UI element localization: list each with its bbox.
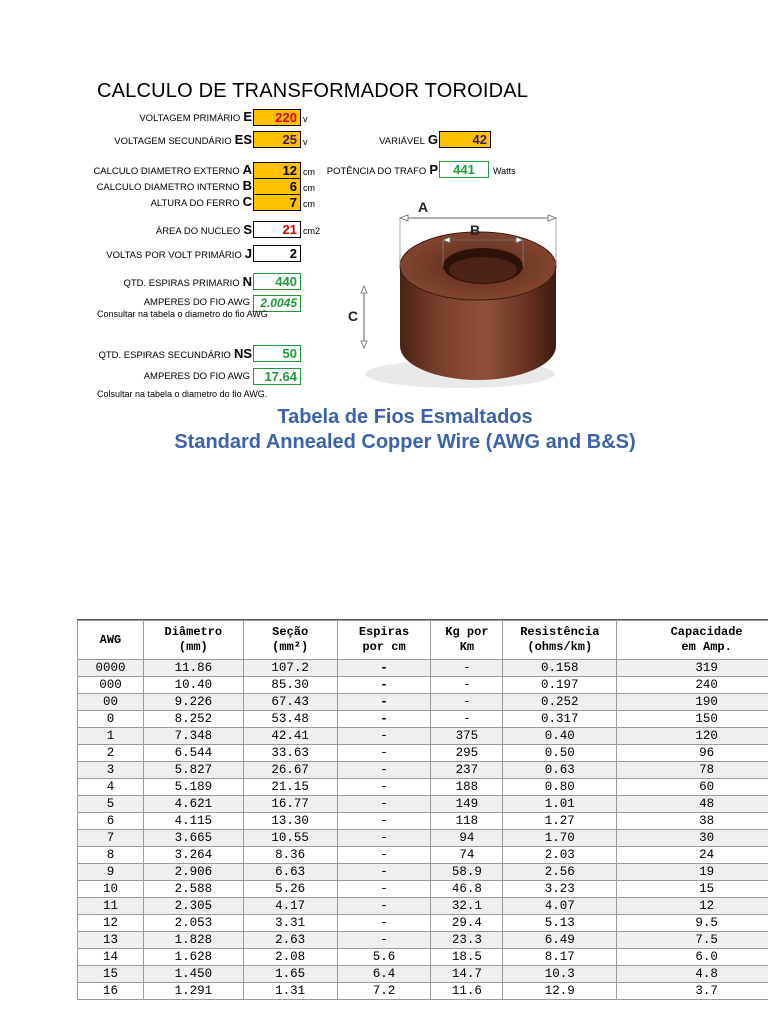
label-letter: NS <box>233 346 252 361</box>
table-cell: 3.264 <box>143 847 243 864</box>
label-text: CALCULO DIAMETRO EXTERNO <box>93 166 240 177</box>
table-cell: 6.544 <box>143 745 243 762</box>
table-cell: 1.291 <box>143 983 243 1000</box>
amperes-primario-label: AMPERES DO FIO AWG <box>143 297 250 308</box>
table-cell: 8.36 <box>243 847 337 864</box>
potencia-label <box>310 162 438 177</box>
table-cell: 0.197 <box>503 677 617 694</box>
espiras-secundario-output: 50 <box>253 345 301 362</box>
table-row <box>78 813 768 830</box>
table-row <box>78 881 768 898</box>
table-cell: 1.65 <box>243 966 337 983</box>
table-cell: 7.348 <box>143 728 243 745</box>
table-cell: 18.5 <box>431 949 503 966</box>
unit-cm: cm <box>303 167 315 177</box>
table-cell: 32.1 <box>431 898 503 915</box>
table-heading-line1: Tabela de Fios Esmaltados <box>277 406 533 428</box>
table-cell: 78 <box>617 762 768 779</box>
table-cell: 5.827 <box>143 762 243 779</box>
column-header <box>503 621 617 660</box>
label-letter: C <box>242 194 252 209</box>
unit-v: v <box>303 137 308 147</box>
diametro-interno-input[interactable]: 6 <box>253 178 301 195</box>
table-cell: 0.80 <box>503 779 617 796</box>
table-cell: 24 <box>617 847 768 864</box>
column-header <box>243 621 337 660</box>
table-row <box>78 745 768 762</box>
table-cell: 0.317 <box>503 711 617 728</box>
table-cell: - <box>337 932 431 949</box>
column-header-line2: (mm) <box>178 640 208 654</box>
table-cell: 4.07 <box>503 898 617 915</box>
voltagem-secundario-label <box>60 132 252 147</box>
label-text: POTÊNCIA DO TRAFO <box>326 166 427 177</box>
column-header-line2: em Amp. <box>681 640 732 654</box>
table-cell: 14.7 <box>431 966 503 983</box>
table-cell: 12 <box>617 898 768 915</box>
table-cell: 2.305 <box>143 898 243 915</box>
column-header <box>143 621 243 660</box>
table-cell: 5.189 <box>143 779 243 796</box>
table-cell: 6.63 <box>243 864 337 881</box>
table-cell: 2.63 <box>243 932 337 949</box>
table-cell: 118 <box>431 813 503 830</box>
potencia-output: 441 <box>439 161 489 178</box>
column-header <box>337 621 431 660</box>
table-row <box>78 966 768 983</box>
area-nucleo-label <box>60 222 252 237</box>
espiras-primario-output: 440 <box>253 273 301 290</box>
espiras-primario-label <box>40 274 252 289</box>
table-cell: 15 <box>617 881 768 898</box>
table-cell: 2.053 <box>143 915 243 932</box>
table-cell: - <box>337 881 431 898</box>
table-cell: - <box>337 728 431 745</box>
table-cell: 0.50 <box>503 745 617 762</box>
table-cell: 60 <box>617 779 768 796</box>
table-cell: 5 <box>78 796 144 813</box>
note-primario: Consultar na tabela o diametro do fio AWG <box>97 309 268 319</box>
table-cell: 4 <box>78 779 144 796</box>
dimension-c-label: C <box>348 308 359 324</box>
table-cell: 48 <box>617 796 768 813</box>
table-cell: 6.49 <box>503 932 617 949</box>
table-cell: 94 <box>431 830 503 847</box>
column-header-line1: Diâmetro <box>164 625 223 639</box>
table-cell: 3.31 <box>243 915 337 932</box>
table-cell: 7.5 <box>617 932 768 949</box>
table-cell: 96 <box>617 745 768 762</box>
table-cell: - <box>337 864 431 881</box>
table-row <box>78 796 768 813</box>
label-letter: J <box>244 246 252 261</box>
label-text: ÁREA DO NUCLEO <box>155 226 241 237</box>
table-cell: - <box>337 796 431 813</box>
table-cell: - <box>337 660 431 677</box>
unit-cm: cm <box>303 199 315 209</box>
table-cell: 10.55 <box>243 830 337 847</box>
table-cell: 67.43 <box>243 694 337 711</box>
table-cell: 15 <box>78 966 144 983</box>
table-cell: - <box>337 915 431 932</box>
column-header-line1: Kg por <box>445 625 489 639</box>
label-text: ALTURA DO FERRO <box>150 198 240 209</box>
table-row <box>78 677 768 694</box>
table-cell: 30 <box>617 830 768 847</box>
table-cell: 5.26 <box>243 881 337 898</box>
label-text: VARIÁVEL <box>379 136 425 147</box>
column-header-line2: (mm²) <box>272 640 309 654</box>
diametro-externo-input[interactable]: 12 <box>253 162 301 179</box>
table-cell: 2.08 <box>243 949 337 966</box>
table-cell: 00 <box>78 694 144 711</box>
table-cell: 4.115 <box>143 813 243 830</box>
label-letter: G <box>427 132 438 147</box>
variavel-label <box>330 132 438 147</box>
table-row <box>78 949 768 966</box>
dimension-b-label: B <box>470 222 481 238</box>
table-cell: 58.9 <box>431 864 503 881</box>
table-cell: 3.7 <box>617 983 768 1000</box>
table-cell: 13 <box>78 932 144 949</box>
table-row <box>78 847 768 864</box>
table-cell: 0.40 <box>503 728 617 745</box>
dimension-a-label: A <box>418 199 429 215</box>
note-secundario: Colsultar na tabela o diametro do fio AWG. <box>97 389 268 399</box>
diametro-externo-label <box>40 162 252 177</box>
unit-v: v <box>303 114 308 124</box>
column-header-line1: Capacidade <box>670 625 743 639</box>
awg-table-container <box>77 620 768 1020</box>
column-header <box>431 621 503 660</box>
table-cell: 188 <box>431 779 503 796</box>
table-cell: 0 <box>78 711 144 728</box>
table-cell: 0.252 <box>503 694 617 711</box>
table-row <box>78 983 768 1000</box>
table-cell: 107.2 <box>243 660 337 677</box>
table-cell: 237 <box>431 762 503 779</box>
table-cell: 8.252 <box>143 711 243 728</box>
variavel-input[interactable]: 42 <box>439 131 491 148</box>
awg-table <box>77 620 768 1000</box>
unit-cm: cm <box>303 183 315 193</box>
table-cell: - <box>337 779 431 796</box>
table-row <box>78 932 768 949</box>
table-cell: - <box>337 813 431 830</box>
label-letter: A <box>242 162 252 177</box>
table-cell: 29.4 <box>431 915 503 932</box>
table-cell: 149 <box>431 796 503 813</box>
table-cell: 21.15 <box>243 779 337 796</box>
table-cell: 2 <box>78 745 144 762</box>
table-cell: 11 <box>78 898 144 915</box>
table-cell: 0.158 <box>503 660 617 677</box>
table-row <box>78 915 768 932</box>
table-cell: 9 <box>78 864 144 881</box>
table-cell: 2.56 <box>503 864 617 881</box>
voltas-por-volt-label <box>40 246 252 261</box>
column-header <box>78 621 144 660</box>
table-cell: - <box>337 830 431 847</box>
table-cell: 6.4 <box>337 966 431 983</box>
voltas-por-volt-output: 2 <box>253 245 301 262</box>
voltagem-secundario-input[interactable]: 25 <box>253 131 301 148</box>
table-row <box>78 898 768 915</box>
column-header-line2: Km <box>459 640 475 654</box>
column-header-line2: (ohms/km) <box>527 640 593 654</box>
toroid-diagram <box>340 196 570 396</box>
table-cell: 46.8 <box>431 881 503 898</box>
label-letter: ES <box>234 132 252 147</box>
table-cell: - <box>337 898 431 915</box>
table-cell: 319 <box>617 660 768 677</box>
table-cell: 9.226 <box>143 694 243 711</box>
voltagem-primario-input[interactable]: 220 <box>253 109 301 126</box>
column-header-line2: por cm <box>362 640 406 654</box>
amperes-primario-output: 2.0045 <box>253 295 301 312</box>
table-row <box>78 864 768 881</box>
table-cell: 240 <box>617 677 768 694</box>
table-cell: - <box>337 745 431 762</box>
table-cell: 1.450 <box>143 966 243 983</box>
label-text: VOLTAGEM PRIMÁRIO <box>139 113 241 124</box>
label-letter: N <box>242 274 252 289</box>
table-cell: 12 <box>78 915 144 932</box>
table-cell: 10 <box>78 881 144 898</box>
table-row <box>78 660 768 677</box>
table-row <box>78 830 768 847</box>
column-header-line1: Espiras <box>358 625 410 639</box>
label-letter: E <box>243 109 252 124</box>
table-cell: 6 <box>78 813 144 830</box>
table-cell: 42.41 <box>243 728 337 745</box>
table-cell: 26.67 <box>243 762 337 779</box>
table-cell: 1.628 <box>143 949 243 966</box>
table-cell: 74 <box>431 847 503 864</box>
table-cell: 10.40 <box>143 677 243 694</box>
table-cell: 8 <box>78 847 144 864</box>
table-cell: 2.03 <box>503 847 617 864</box>
table-cell: 4.17 <box>243 898 337 915</box>
table-cell: 7.2 <box>337 983 431 1000</box>
table-cell: 3.23 <box>503 881 617 898</box>
table-cell: 120 <box>617 728 768 745</box>
table-cell: - <box>431 660 503 677</box>
table-header-row <box>78 621 768 660</box>
table-cell: 6.0 <box>617 949 768 966</box>
table-cell: - <box>337 677 431 694</box>
table-cell: 1.01 <box>503 796 617 813</box>
table-cell: 7 <box>78 830 144 847</box>
table-cell: 5.6 <box>337 949 431 966</box>
label-letter: S <box>243 222 252 237</box>
amperes-secundario-output: 17.64 <box>253 368 301 385</box>
table-cell: 000 <box>78 677 144 694</box>
table-cell: 0.63 <box>503 762 617 779</box>
table-cell: - <box>337 711 431 728</box>
table-row <box>78 728 768 745</box>
table-cell: 2.588 <box>143 881 243 898</box>
table-cell: 1.828 <box>143 932 243 949</box>
table-cell: 1.70 <box>503 830 617 847</box>
column-header-line1: Resistência <box>520 625 600 639</box>
table-cell: 3.665 <box>143 830 243 847</box>
table-cell: 11.86 <box>143 660 243 677</box>
table-cell: - <box>431 694 503 711</box>
table-cell: 11.6 <box>431 983 503 1000</box>
table-row <box>78 694 768 711</box>
table-cell: 4.621 <box>143 796 243 813</box>
table-cell: - <box>337 847 431 864</box>
label-text: CALCULO DIAMETRO INTERNO <box>96 182 240 193</box>
table-cell: 3 <box>78 762 144 779</box>
altura-ferro-label <box>40 194 252 209</box>
table-cell: 19 <box>617 864 768 881</box>
diametro-interno-label <box>40 178 252 193</box>
table-cell: 10.3 <box>503 966 617 983</box>
amperes-secundario-label: AMPERES DO FIO AWG <box>143 371 250 382</box>
espiras-secundario-label <box>40 346 252 361</box>
label-letter: B <box>242 178 252 193</box>
label-text: VOLTAS POR VOLT PRIMÁRIO <box>106 250 242 261</box>
table-cell: 150 <box>617 711 768 728</box>
voltagem-primario-label <box>60 109 252 124</box>
table-cell: - <box>337 762 431 779</box>
table-cell: - <box>431 677 503 694</box>
table-cell: 16.77 <box>243 796 337 813</box>
table-body <box>78 660 768 1000</box>
table-cell: 8.17 <box>503 949 617 966</box>
table-cell: 9.5 <box>617 915 768 932</box>
label-text: QTD. ESPIRAS SECUNDÁRIO <box>98 350 231 361</box>
table-cell: 38 <box>617 813 768 830</box>
label-text: QTD. ESPIRAS PRIMARIO <box>123 278 240 289</box>
table-cell: 12.9 <box>503 983 617 1000</box>
table-cell: 13.30 <box>243 813 337 830</box>
table-cell: 1.27 <box>503 813 617 830</box>
table-cell: - <box>431 711 503 728</box>
column-header-line1: Seção <box>272 625 309 639</box>
unit-watts: Watts <box>493 166 516 176</box>
table-cell: 2.906 <box>143 864 243 881</box>
label-text: VOLTAGEM SECUNDÁRIO <box>114 136 232 147</box>
table-cell: 14 <box>78 949 144 966</box>
table-cell: 53.48 <box>243 711 337 728</box>
altura-ferro-input[interactable]: 7 <box>253 194 301 211</box>
area-nucleo-output: 21 <box>253 221 301 238</box>
column-header-line1: AWG <box>99 632 122 647</box>
table-cell: 0000 <box>78 660 144 677</box>
table-cell: 16 <box>78 983 144 1000</box>
column-header <box>617 621 768 660</box>
table-heading-line2: Standard Annealed Copper Wire (AWG and B&S) <box>174 431 636 453</box>
table-cell: 5.13 <box>503 915 617 932</box>
table-cell: - <box>337 694 431 711</box>
table-cell: 375 <box>431 728 503 745</box>
page-title: CALCULO DE TRANSFORMADOR TOROIDAL <box>97 80 529 102</box>
table-cell: 33.63 <box>243 745 337 762</box>
table-cell: 1.31 <box>243 983 337 1000</box>
table-cell: 23.3 <box>431 932 503 949</box>
table-cell: 4.8 <box>617 966 768 983</box>
table-cell: 190 <box>617 694 768 711</box>
table-row <box>78 762 768 779</box>
label-letter: P <box>429 162 438 177</box>
table-cell: 295 <box>431 745 503 762</box>
table-cell: 85.30 <box>243 677 337 694</box>
table-row <box>78 779 768 796</box>
table-row <box>78 711 768 728</box>
unit-cm2: cm2 <box>303 226 321 236</box>
table-cell: 1 <box>78 728 144 745</box>
